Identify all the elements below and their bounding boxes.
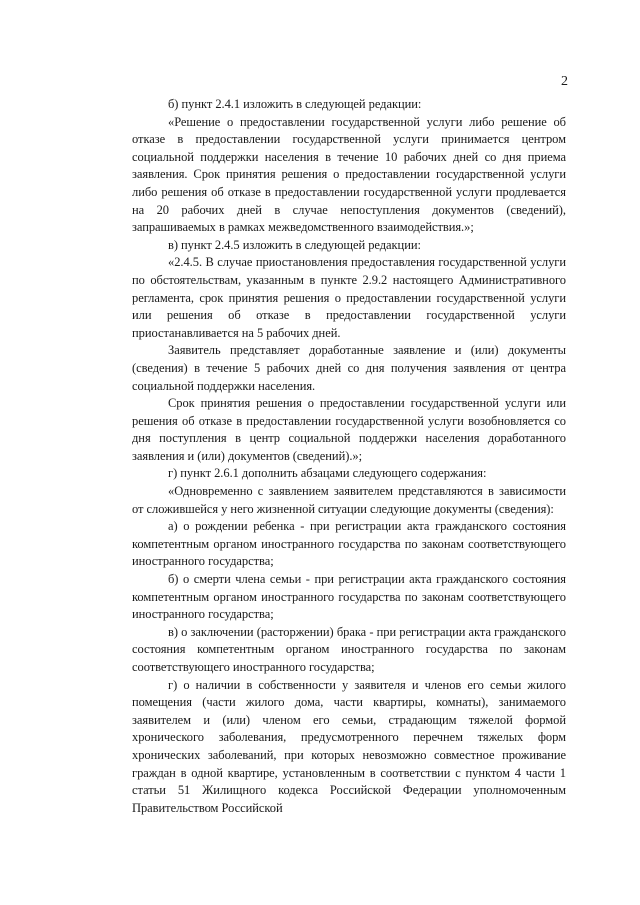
paragraph-amend-2-4-5: в) пункт 2.4.5 изложить в следующей редакции: (168, 237, 421, 252)
list-item-housing: г) о наличии в собственности у заявителя и членов его семьи жилого помещения (части жилого дома, части квартиры, комнаты), занимаемого заявителем и (или) членом его семьи, страдающим тяжелой формой хронического заболевания, предусмотренного перечнем тяжелых форм хронических заболеваний, при которых невозможно совместное проживание граждан в одной квартире, установленным в соответствии с пунктом 4 части 1 статьи 51 Жилищного кодекса Российской Федерации уполномоченным Правительством Российской (132, 677, 566, 815)
paragraph-resumption: Срок принятия решения о предоставлении государственной услуги или решения об отказе в предоставлении государственной услуги возобновляется со дня поступления в центр социальной поддержки населения доработанного заявления и (или) документов (сведений).»; (132, 396, 566, 463)
paragraph-decision-term: «Решение о предоставлении государственной услуги либо решение об отказе в предоставлении государственной услуги принимается центром социальной поддержки населения в течение 10 рабочих дней со дня приема заявления. Срок принятия решения о предоставлении государственной услуги либо решения об отказе в предоставлении государственной услуги продлевается на 20 рабочих дней в случае непоступления документов (сведений), запрашиваемых в рамках межведомственного взаимодействия.»; (132, 114, 566, 235)
list-item-death: б) о смерти члена семьи - при регистрации акта гражданского состояния компетентным органом иностранного государства по законам соответствующего иностранного государства; (132, 572, 566, 622)
page-number: 2 (561, 74, 568, 89)
paragraph-amend-2-4-1: б) пункт 2.4.1 изложить в следующей редакции: (168, 97, 422, 111)
paragraph-applicant-docs: Заявитель представляет доработанные заявление и (или) документы (сведения) в течение 5 рабочих дней со дня получения заявления от центра социальной поддержки населения. (132, 343, 566, 393)
paragraph-suspension: «2.4.5. В случае приостановления предоставления государственной услуги по обстоятельствам, указанным в пункте 2.9.2 настоящего Административного регламента, срок принятия решения о предоставлении государственной услуги или решения об отказе в предоставлении государственной услуги приостанавливается на 5 рабочих дней. (132, 255, 566, 340)
paragraph-documents-intro: «Одновременно с заявлением заявителем представляются в зависимости от сложившейся у него жизненной ситуации следующие документы (сведения): (132, 484, 566, 516)
document-body (132, 96, 566, 817)
paragraph-amend-2-6-1: г) пункт 2.6.1 дополнить абзацами следующего содержания: (168, 466, 487, 481)
list-item-marriage: в) о заключении (расторжении) брака - при регистрации акта гражданского состояния компетентным органом иностранного государства по законам соответствующего иностранного государства; (132, 624, 566, 674)
list-item-birth: а) о рождении ребенка - при регистрации акта гражданского состояния компетентным органом иностранного государства по законам соответствующего иностранного государства; (132, 519, 566, 569)
